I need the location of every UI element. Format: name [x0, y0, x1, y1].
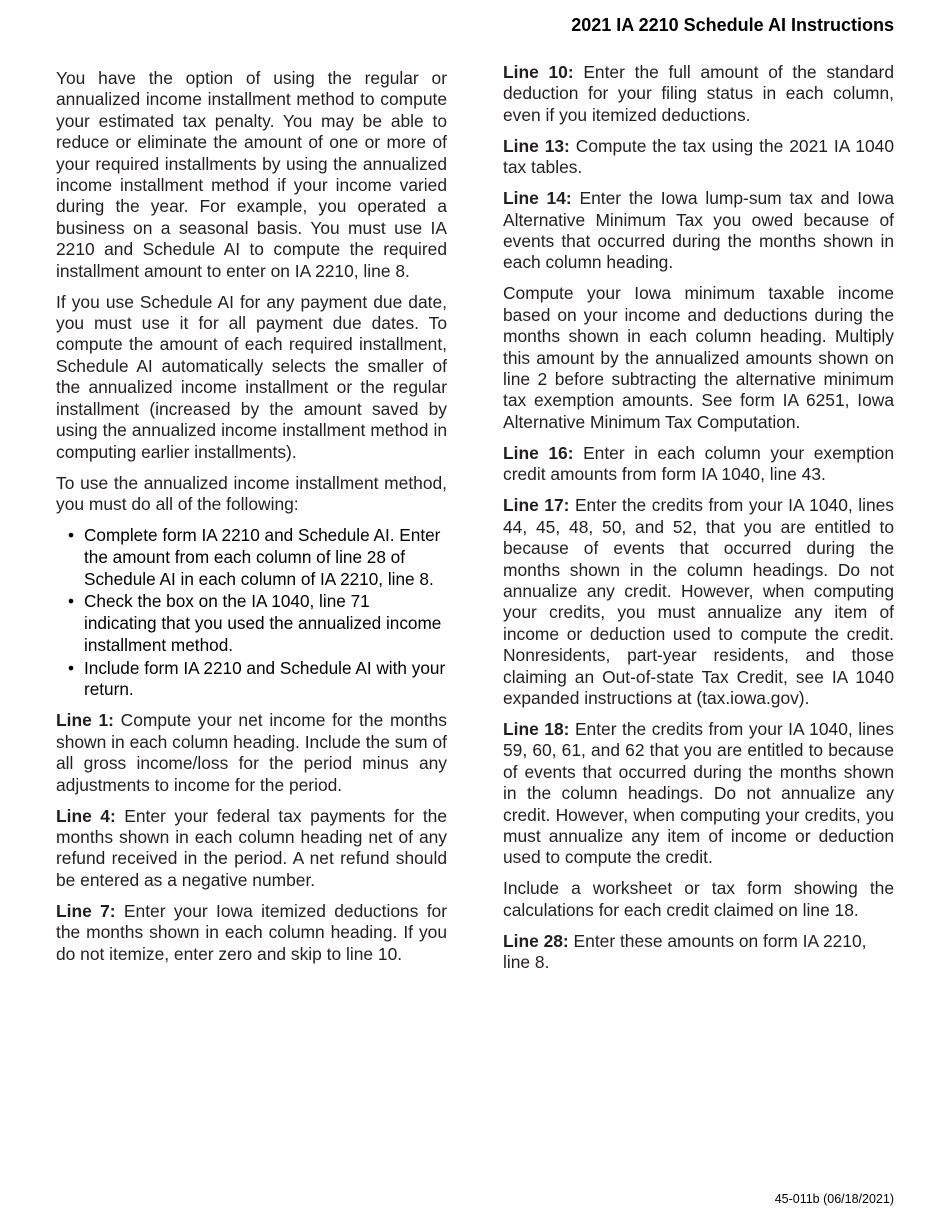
left-column: [56, 68, 447, 975]
line-label: Line 1:: [56, 710, 114, 731]
line-4-instruction: [56, 806, 447, 892]
line-label: Line 17:: [503, 495, 570, 516]
line-text: Enter your Iowa itemized deductions for the months shown in each column heading. If you do not itemize, enter zero and skip to line 10.: [56, 900, 448, 964]
line-label: Line 28:: [503, 930, 569, 951]
line-16-instruction: [503, 443, 894, 486]
line-label: Line 10:: [503, 62, 574, 82]
intro-paragraph: You have the option of using the regular or annualized income installment method to compute your estimated tax penalty. You may be able to reduce or eliminate the amount of one or more of your required installments by using the annualized income installment method if your income varied during the year. For example, you operated a business on a seasonal basis. You must use IA 2210 and Schedule AI to compute the required installment amount to enter on IA 2210, line 8.: [56, 68, 447, 281]
list-item: [68, 591, 447, 656]
line-10-instruction: [503, 62, 894, 126]
list-item: [68, 524, 447, 590]
list-item-text: Include form IA 2210 and Schedule AI with your return.: [84, 657, 446, 700]
schedule-ai-paragraph: If you use Schedule AI for any payment due date, you must use it for all payment due dates. To compute the amount of each required installment, Schedule AI automatically selects the smaller of the annualized income installment or the regular installment (increased by the amount saved by using the annualized income installment method in computing earlier installments).: [56, 291, 447, 462]
line-label: Line 14:: [503, 188, 572, 209]
line-13-instruction: [503, 136, 894, 179]
bullet-icon: •: [68, 657, 75, 678]
line-17-instruction: [503, 495, 894, 709]
line-text: Compute your net income for the months shown in each column heading. Include the sum of all gross income/loss for the period minus any adjustments to income for the period.: [56, 710, 447, 795]
line-text: Enter the credits from your IA 1040, lines 59, 60, 61, and 62 that you are entitled to because of events that occurred during the months shown in the column headings. Do not annualize any credit. However, when computing your credits, you must annualize any item of income or deduction used to compute the credit.: [503, 718, 895, 868]
list-item: [68, 657, 447, 702]
line-text: Enter the credits from your IA 1040, lines 44, 45, 48, 50, and 52, that you are entitled to because of events that occurred during the months shown in the column headings. Do not annualize any credit. However, when computing your credits, you must annualize any item of income or deduction used to compute the credit. Nonresidents, part-year residents, and those claiming an Out-of-state Tax Credit, see IA 1040 expanded instructions at (tax.iowa.gov).: [503, 495, 895, 708]
line-label: Line 7:: [56, 900, 116, 921]
line-text: Enter your federal tax payments for the months shown in each column heading net of any refund received in the period. A net refund should be entered as a negative number.: [56, 805, 447, 890]
line-7-instruction: [56, 901, 447, 965]
form-code: 45-011b (06/18/2021): [774, 1192, 894, 1206]
line-text: Compute the tax using the 2021 IA 1040 tax tables.: [503, 135, 894, 178]
line-text: Enter these amounts on form IA 2210, line 8.: [503, 930, 867, 973]
amt-paragraph: Compute your Iowa minimum taxable income based on your income and deductions during the months shown in each column heading. Multiply this amount by the annualized amounts shown on line 2 before subtracting the alternative minimum tax exemption amounts. See form IA 6251, Iowa Alternative Minimum Tax Computation.: [503, 283, 894, 432]
line-label: Line 16:: [503, 442, 574, 463]
requirements-paragraph: To use the annualized income installment method, you must do all of the following:: [56, 472, 447, 514]
list-item-text: Complete form IA 2210 and Schedule AI. Enter the amount from each column of line 28 of Schedule AI in each column of IA 2210, line 8.: [84, 524, 441, 589]
line-text: Enter in each column your exemption credit amounts from form IA 1040, line 43.: [503, 442, 894, 485]
list-item-text: Check the box on the IA 1040, line 71 indicating that you used the annualized income installment method.: [84, 591, 442, 655]
requirements-list: [56, 525, 447, 701]
line-label: Line 18:: [503, 718, 570, 739]
line-text: Enter the full amount of the standard deduction for your filing status in each column, even if you itemized deductions.: [503, 62, 894, 125]
line-14-instruction: [503, 188, 894, 274]
line-label: Line 13:: [503, 135, 570, 156]
right-column: [503, 62, 894, 983]
line-18-instruction: [503, 719, 894, 869]
line-text: Enter the Iowa lump-sum tax and Iowa Alternative Minimum Tax you owed because of events that occurred during the months shown in each column heading.: [503, 188, 894, 273]
line-28-instruction: [503, 931, 894, 974]
line-label: Line 4:: [56, 805, 116, 826]
worksheet-paragraph: Include a worksheet or tax form showing the calculations for each credit claimed on line 18.: [503, 878, 894, 920]
line-1-instruction: [56, 710, 447, 796]
page-title: 2021 IA 2210 Schedule AI Instructions: [571, 15, 894, 35]
bullet-icon: •: [68, 591, 75, 612]
bullet-icon: •: [68, 524, 75, 545]
